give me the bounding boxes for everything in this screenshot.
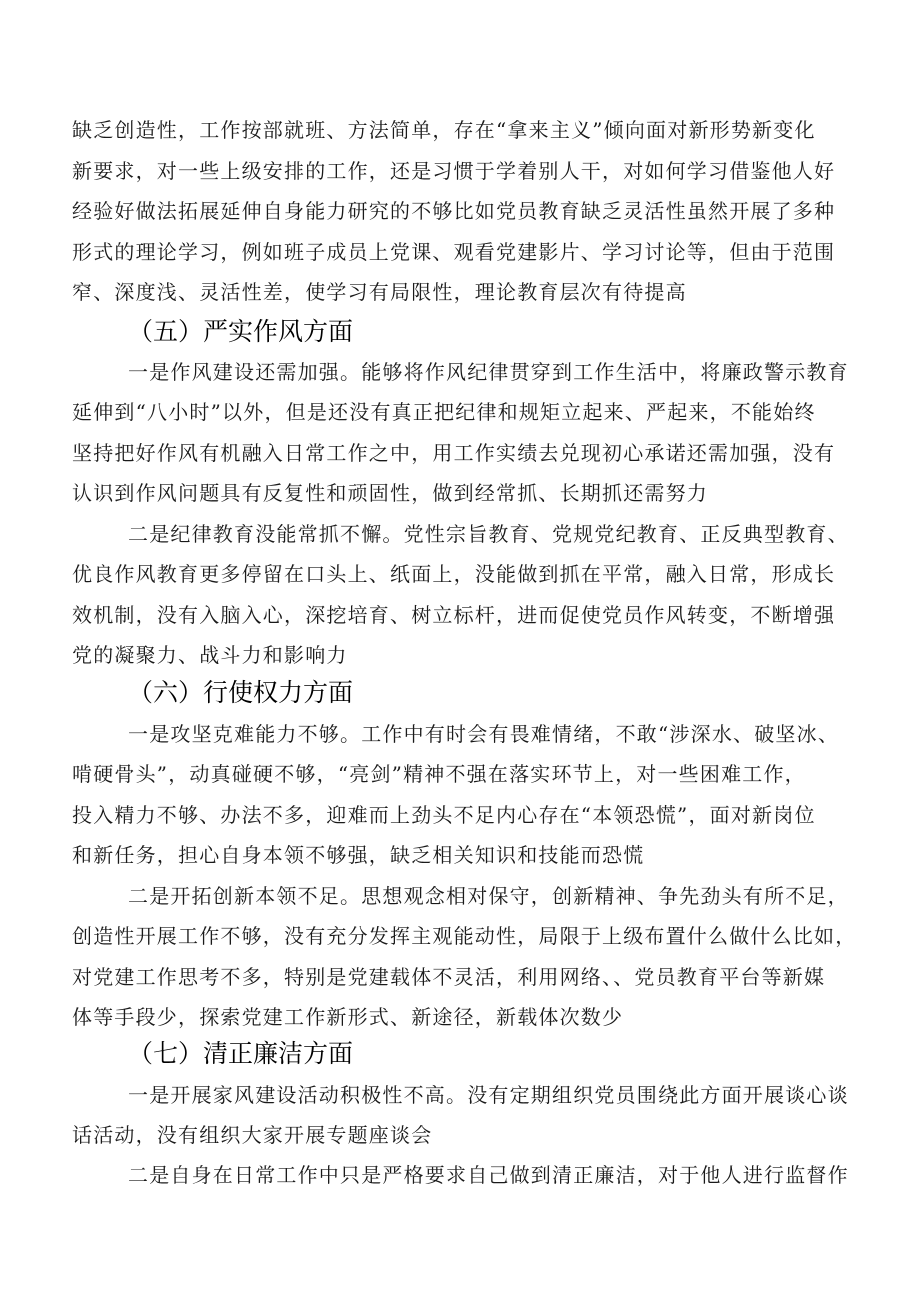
section-heading-6: （六）行使权力方面 — [128, 678, 354, 707]
body-line-22: 一是开展家风建设活动积极性不高。没有定期组织党员围绕此方面开展谈心谈 — [128, 1083, 849, 1107]
body-line-18: 二是开拓创新本领不足。思想观念相对保守，创新精神、争先劲头有所不足， — [128, 884, 849, 908]
body-line-12: 效机制，没有入脑入心，深挖培育、树立标杆，进而促使党员作风转变，不断增强 — [72, 603, 836, 627]
section-heading-7: （七）清正廉洁方面 — [128, 1039, 354, 1068]
body-line-6: 一是作风建设还需加强。能够将作风纪律贯穿到工作生活中，将廉政警示教育 — [128, 360, 849, 384]
body-line-5: 窄、深度浅、灵活性差，使学习有局限性，理论教育层次有待提高 — [72, 280, 687, 304]
body-line-24: 二是自身在日常工作中只是严格要求自己做到清正廉洁，对于他人进行监督作 — [128, 1163, 849, 1187]
body-line-13: 党的凝聚力、战斗力和影响力 — [72, 643, 348, 667]
body-line-1: 缺乏创造性，工作按部就班、方法简单，存在“拿来主义”倾向面对新形势新变化 — [72, 118, 816, 142]
body-line-9: 认识到作风问题具有反复性和顽固性，做到经常抓、长期抓还需努力 — [72, 481, 708, 505]
body-line-15: 啃硬骨头”，动真碰硬不够，“亮剑”精神不强在落实环节上，对一些困难工作， — [72, 762, 806, 786]
body-line-8: 坚持把好作风有机融入日常工作之中，用工作实绩去兑现初心承诺还需加强，没有 — [72, 441, 836, 465]
body-line-7: 延伸到“八小时”以外，但是还没有真正把纪律和规矩立起来、严起来，不能始终 — [72, 400, 816, 424]
body-line-20: 对党建工作思考不多，特别是党建载体不灵活，利用网络、、党员教育平台等新媒 — [72, 965, 826, 989]
body-line-16: 投入精力不够、办法不多，迎难而上劲头不足内心存在“本领恐慌”，面对新岗位 — [72, 803, 816, 827]
body-line-2: 新要求，对一些上级安排的工作，还是习惯于学着别人干，对如何学习借鉴他人好 — [72, 159, 836, 183]
body-line-4: 形式的理论学习，例如班子成员上党课、观看党建影片、学习讨论等，但由于范围 — [72, 240, 836, 264]
body-line-17: 和新任务，担心自身本领不够强，缺乏相关知识和技能而恐慌 — [72, 843, 645, 867]
body-line-11: 优良作风教育更多停留在口头上、纸面上，没能做到抓在平常，融入日常，形成长 — [72, 562, 836, 586]
section-heading-5: （五）严实作风方面 — [128, 317, 354, 346]
body-line-10: 二是纪律教育没能常抓不懈。党性宗旨教育、党规党纪教育、正反典型教育、 — [128, 522, 849, 546]
body-line-23: 话活动，没有组织大家开展专题座谈会 — [72, 1123, 433, 1147]
body-line-3: 经验好做法拓展延伸自身能力研究的不够比如党员教育缺乏灵活性虽然开展了多种 — [72, 199, 836, 223]
body-line-19: 创造性开展工作不够，没有充分发挥主观能动性，局限于上级布置什么做什么比如， — [72, 924, 857, 948]
body-line-21: 体等手段少，探索党建工作新形式、新途径，新载体次数少 — [72, 1005, 624, 1029]
body-line-14: 一是攻坚克难能力不够。工作中有时会有畏难情绪，不敢“涉深水、破坚冰、 — [128, 722, 840, 746]
